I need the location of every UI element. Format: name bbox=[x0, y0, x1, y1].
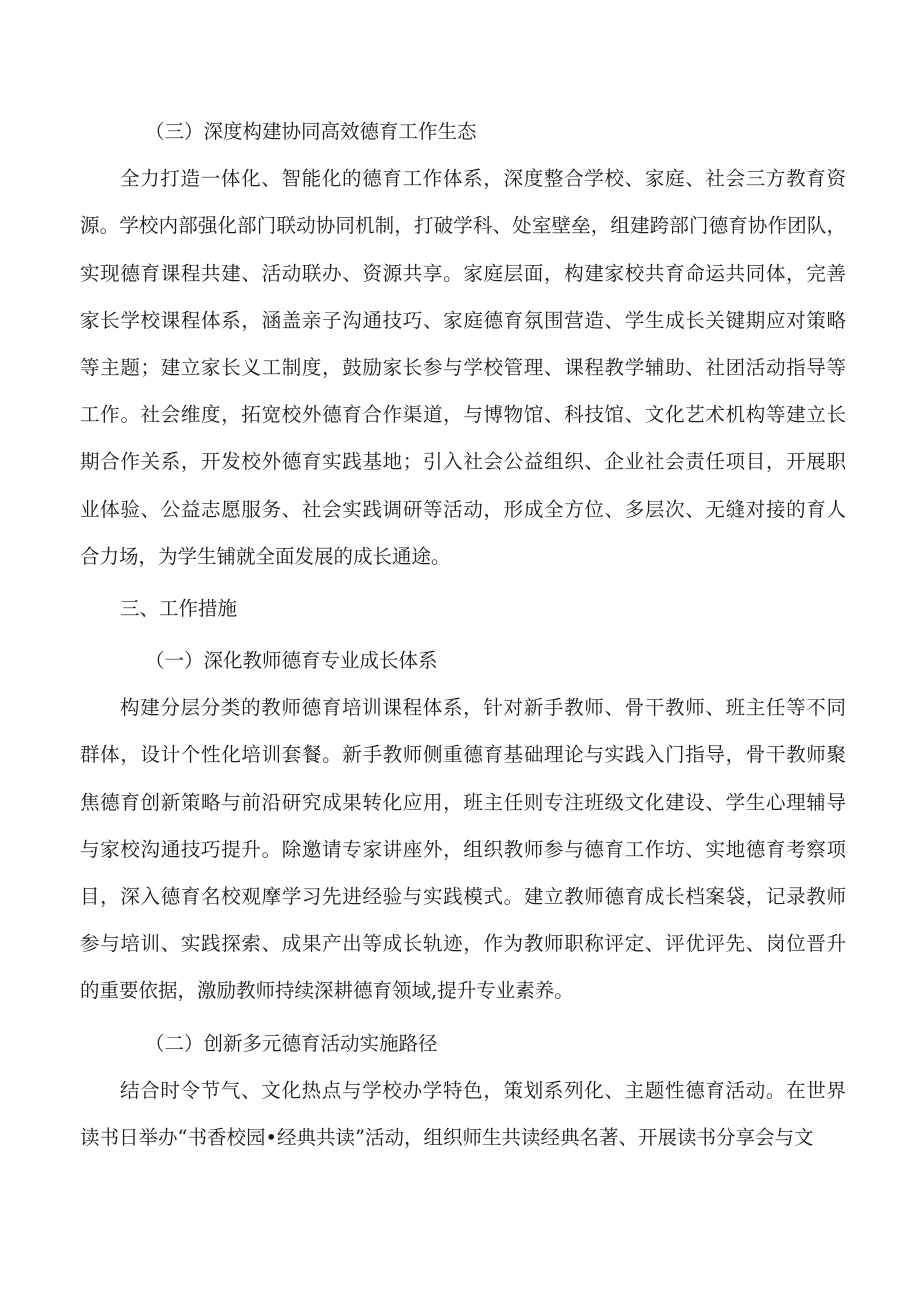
paragraph-line: 构建分层分类的教师德育培训课程体系，针对新手教师、骨干教师、班主任等不同 bbox=[120, 696, 846, 720]
paragraph-line: 全力打造一体化、智能化的德育工作体系，深度整合学校、家庭、社会三方教育资 bbox=[120, 167, 846, 191]
section-heading: 三、工作措施 bbox=[120, 596, 238, 620]
paragraph-line: 等主题；建立家长义工制度，鼓励家长参与学校管理、课程教学辅助、社团活动指导等 bbox=[80, 355, 846, 379]
paragraph-line: 实现德育课程共建、活动联办、资源共享。家庭层面，构建家校共育命运共同体，完善 bbox=[80, 261, 846, 285]
paragraph-line: 目，深入德育名校观摩学习先进经验与实践模式。建立教师德育成长档案袋，记录教师 bbox=[80, 885, 846, 908]
paragraph-line: 焦德育创新策略与前沿研究成果转化应用，班主任则专注班级文化建设、学生心理辅导 bbox=[80, 790, 846, 814]
subsection-heading: （三）深度构建协同高效德育工作生态 bbox=[145, 120, 477, 143]
paragraph-line: 期合作关系，开发校外德育实践基地；引入社会公益组织、企业社会责任项目，开展职 bbox=[80, 450, 846, 474]
paragraph-line: 合力场，为学生铺就全面发展的成长通途。 bbox=[80, 544, 451, 568]
paragraph-line: 与家校沟通技巧提升。除邀请专家讲座外，组织教师参与德育工作坊、实地德育考察项 bbox=[80, 837, 846, 861]
paragraph-line: 群体，设计个性化培训套餐。新手教师侧重德育基础理论与实践入门指导，骨干教师聚 bbox=[80, 743, 846, 767]
document-page bbox=[80, 108, 846, 1161]
paragraph-line: 工作。社会维度，拓宽校外德育合作渠道，与博物馆、科技馆、文化艺术机构等建立长 bbox=[80, 403, 846, 427]
paragraph-line: 读书日举办“书香校园•经典共读”活动，组织师生共读经典名著、开展读书分享会与文 bbox=[80, 1125, 814, 1149]
paragraph-line: 的重要依据，激励教师持续深耕德育领域,提升专业素养。 bbox=[80, 979, 574, 1003]
paragraph-line: 家长学校课程体系，涵盖亲子沟通技巧、家庭德育氛围营造、学生成长关键期应对策略 bbox=[80, 308, 846, 332]
paragraph-line: 源。学校内部强化部门联动协同机制，打破学科、处室壁垒，组建跨部门德育协作团队， bbox=[80, 214, 846, 238]
paragraph-line: 参与培训、实践探索、成果产出等成长轨迹，作为教师职称评定、评优评先、岗位晋升 bbox=[80, 932, 846, 956]
subsection-heading: （一）深化教师德育专业成长体系 bbox=[145, 649, 438, 673]
paragraph-line: 业体验、公益志愿服务、社会实践调研等活动，形成全方位、多层次、无缝对接的育人 bbox=[80, 497, 846, 521]
subsection-heading: （二）创新多元德育活动实施路径 bbox=[145, 1031, 438, 1055]
paragraph-line: 结合时令节气、文化热点与学校办学特色，策划系列化、主题性德育活动。在世界 bbox=[120, 1078, 846, 1102]
